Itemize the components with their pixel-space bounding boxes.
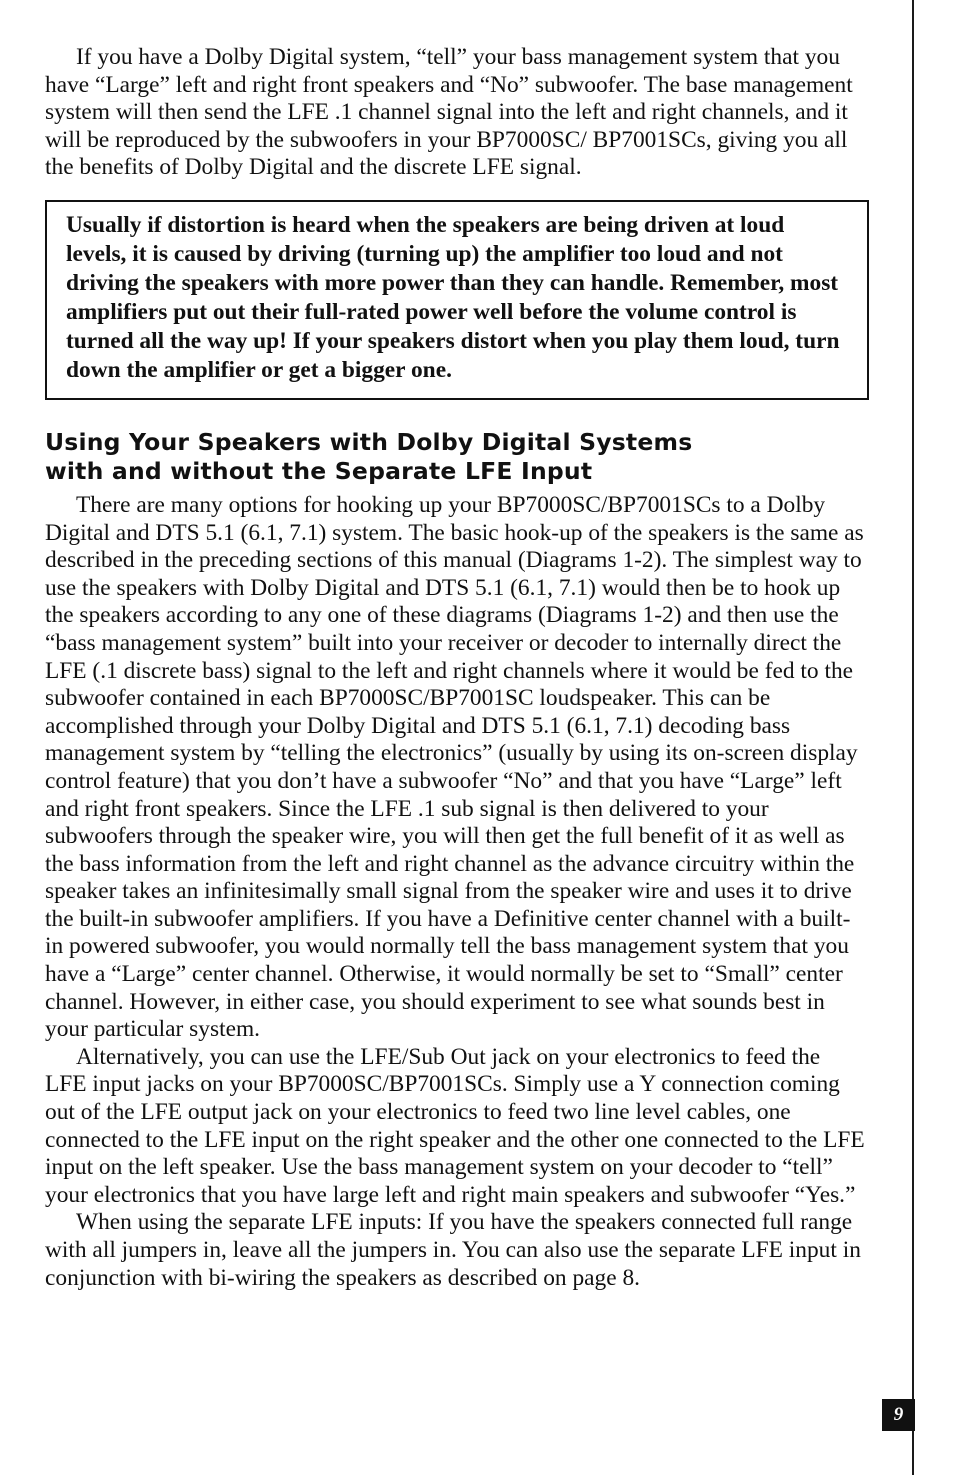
- section-paragraph-2: Alternatively, you can use the LFE/Sub Out jack on your electronics to feed the LFE input jacks on your BP7000SC/BP7001SCs. Simply use a Y connection coming out of the LFE output jack on your electronics to feed two line level cables, one connected to the LFE input on the right speaker and the other one connected to the LFE input on the left speaker. Use the bass management system on your decoder to “tell” your electronics that you have large left and right main speakers and subwoofer “Yes.”: [45, 1043, 865, 1208]
- intro-paragraph: If you have a Dolby Digital system, “tell” your bass management system that you have “Large” left and right front speakers and “No” subwoofer. The base management system will then send the LFE .1 channel signal into the left and right channels, and it will be reproduced by the subwoofers in your BP7000SC/ BP7001SCs, giving you all the benefits of Dolby Digital and the discrete LFE signal.: [45, 44, 853, 181]
- section-paragraph-3: When using the separate LFE inputs: If you have the speakers connected full range with all jumpers in, leave all the jumpers in. You can also use the separate LFE input in conjunction with bi-wiring the speakers as described on page 8.: [45, 1209, 861, 1291]
- section-paragraph-1: There are many options for hooking up your BP7000SC/BP7001SCs to a Dolby Digital and DTS 5.1 (6.1, 7.1) system. The basic hook-up of the speakers is the same as described in the preceding sections of this manual (Diagrams 1-2). The simplest way to use the speakers with Dolby Digital and DTS 5.1 (6.1, 7.1) would then be to hook up the speakers according to any one of these diagrams (Diagrams 1-2) and then use the “bass management system” built into your receiver or decoder to internally direct the LFE (.1 discrete bass) signal to the left and right channels where it would be fed to the subwoofer contained in each BP7000SC/BP7001SC loudspeaker. This can be accomplished through your Dolby Digital and DTS 5.1 (6.1, 7.1) decoding bass management system by “telling the electronics” (usually by using its on-screen display control feature) that you don’t have a subwoofer “No” and that you have “Large” left and right front speakers. Since the LFE .1 sub signal is then delivered to your subwoofers through the speaker wire, you will then get the full benefit of it as well as the bass information from the left and right channel as the advance circuitry within the speaker takes an infinitesimally small signal from the speaker wire and uses it to drive the built-in subwoofer amplifiers. If you have a Definitive center channel with a built-in powered subwoofer, you would normally tell the bass management system that you have a “Large” center channel. Otherwise, it would normally be set to “Small” center channel. However, in either case, you should experiment to see what sounds best in your particular system.: [45, 491, 864, 1043]
- page-edge-rule: [912, 0, 914, 1475]
- callout-text: Usually if distortion is heard when the speakers are being driven at loud levels, it is caused by driving (turning up) the amplifier too loud and not driving the speakers with more power than they can handle. Remember, most amplifiers put out their full-rated power well before the volume control is turned all the way up! If your speakers distort when you play them loud, turn down the amplifier or get a bigger one.: [66, 211, 840, 383]
- section-heading-line-2: with and without the Separate LFE Input: [45, 456, 593, 485]
- section-heading-line-1: Using Your Speakers with Dolby Digital Systems: [45, 427, 693, 456]
- distortion-callout-box: [45, 200, 869, 400]
- section-heading: [45, 428, 867, 486]
- page-content: [45, 44, 867, 1292]
- page-number: 9: [882, 1399, 915, 1431]
